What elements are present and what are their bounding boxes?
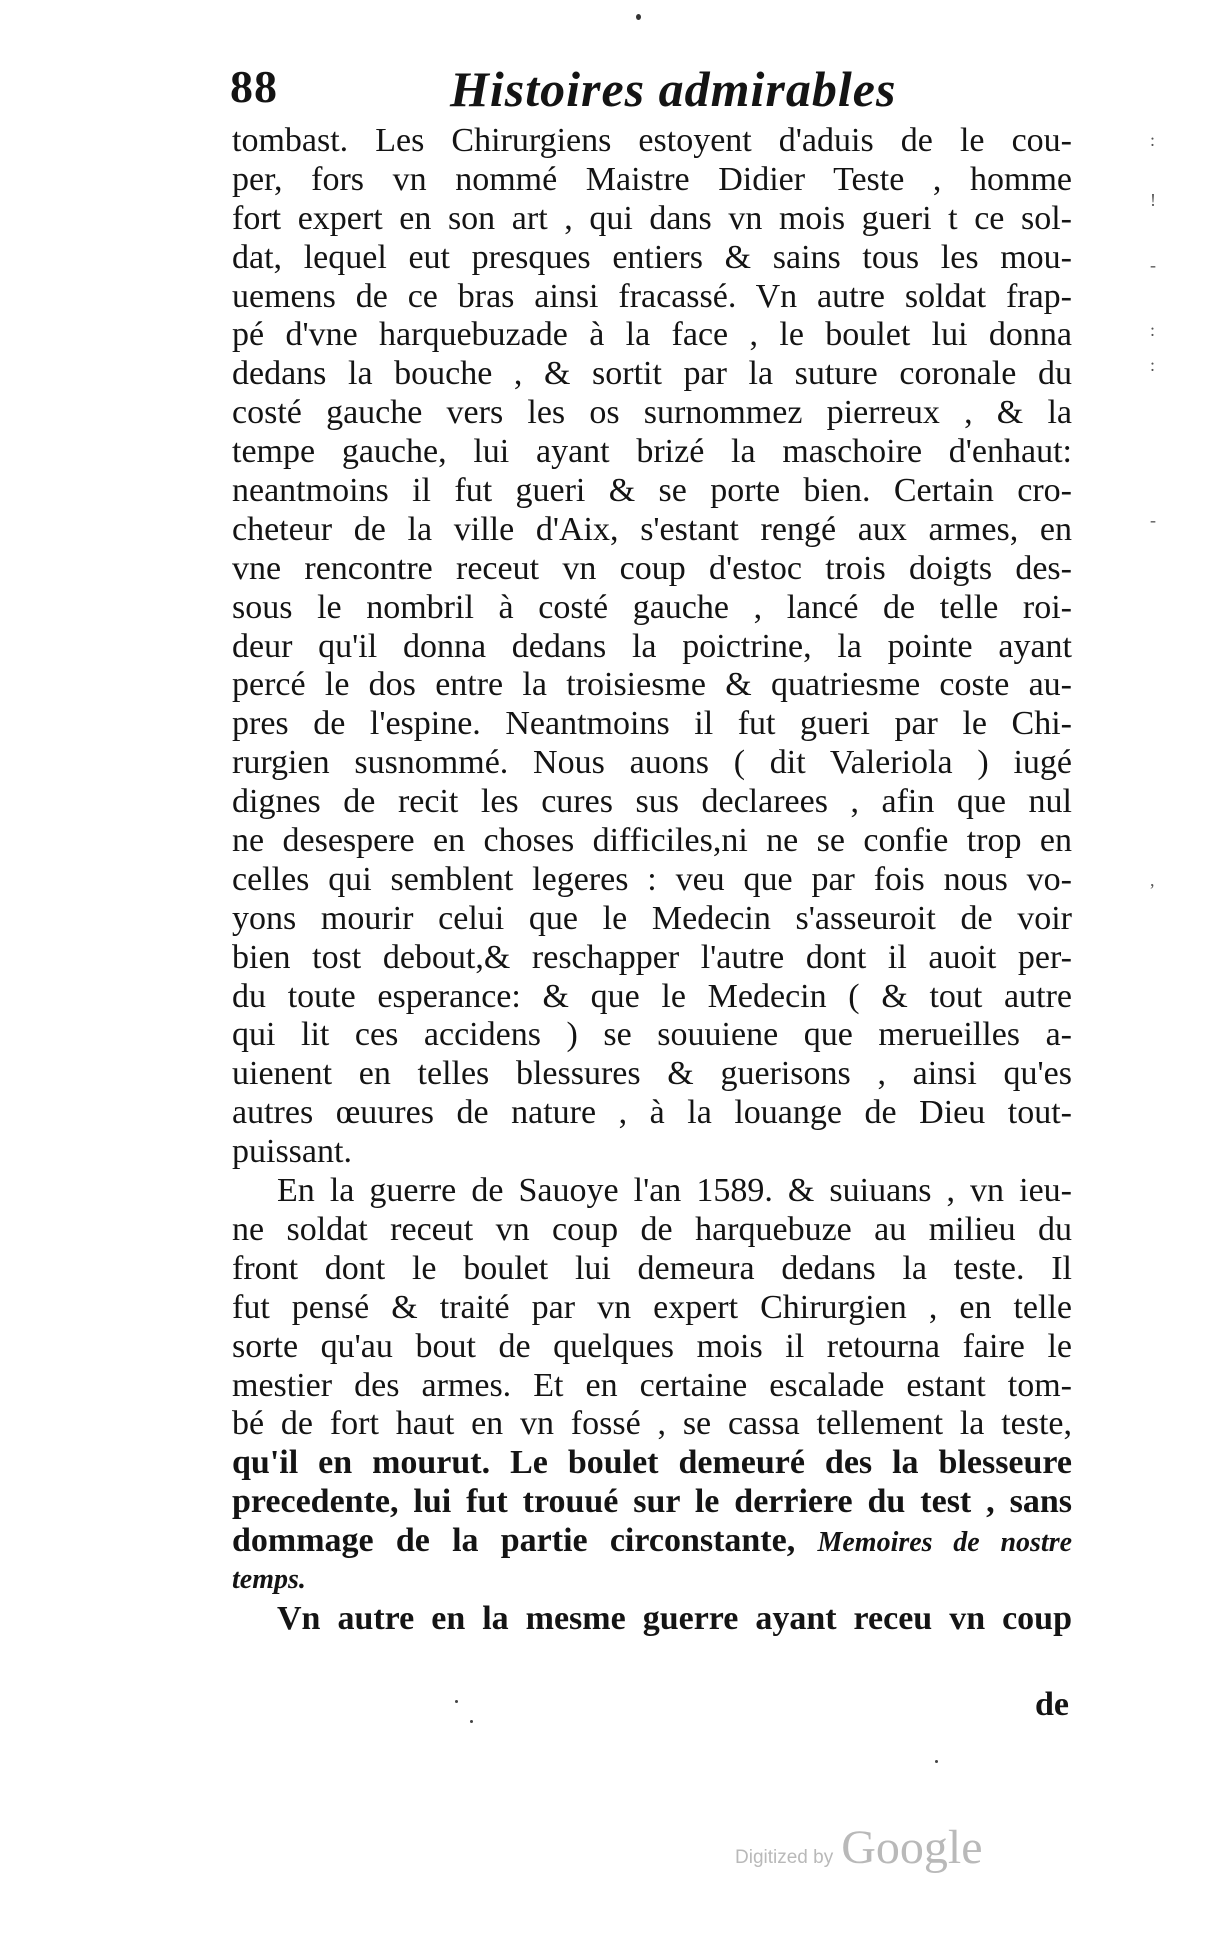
text-line: costé gauche vers les os surnommez pierreux , & la <box>232 394 1072 432</box>
text-line: deur qu'il donna dedans la poictrine, la pointe ayant <box>232 627 1072 665</box>
catchword: de <box>1035 1686 1069 1723</box>
text-line: celles qui semblent legeres : veu que par fois nous vo- <box>232 860 1072 898</box>
source-reference-continuation: temps. <box>232 1563 306 1595</box>
source-reference: Memoires de nostre <box>817 1527 1073 1559</box>
running-title: Histoires admirables <box>450 61 897 117</box>
text-line: fort expert en son art , qui dans vn mois gueri t ce sol- <box>232 199 1072 237</box>
ink-speck <box>470 1720 473 1723</box>
text-line: dat, lequel eut presques entiers & sains tous les mou- <box>232 238 1072 276</box>
digitized-label: Digitized by <box>735 1847 834 1868</box>
text-line: tempe gauche, lui ayant brizé la maschoire d'enhaut: <box>232 433 1072 471</box>
ink-speck: : <box>1150 355 1156 375</box>
text-line: bien tost debout,& reschapper l'autre dont il auoit per- <box>232 938 1072 976</box>
text-line: bé de fort haut en vn fossé , se cassa tellement la teste, <box>232 1405 1072 1443</box>
paragraph-start-line: En la guerre de Sauoye l'an 1589. & suiuans , vn ieu- <box>277 1172 1072 1210</box>
text-line: qu'il en mourut. Le boulet demeuré des la blesseure <box>232 1444 1072 1482</box>
text-line: precedente, lui fut trouué sur le derriere du test , sans <box>232 1483 1072 1521</box>
text-line: du toute esperance: & que le Medecin ( & tout autre <box>232 977 1072 1015</box>
page-edge-specks <box>1150 130 1190 1130</box>
text-line: ne soldat receut vn coup de harquebuze au milieu du <box>232 1210 1072 1248</box>
text-line: uienent en telles blessures & guerisons , ainsi qu'es <box>232 1055 1072 1093</box>
text-line: qui lit ces accidens ) se souuiene que merueilles a- <box>232 1016 1072 1054</box>
text-line: pres de l'espine. Neantmoins il fut gueri par le Chi- <box>232 705 1072 743</box>
ink-speck: : <box>1150 320 1156 340</box>
text-line: ne desespere en choses difficiles,ni ne se confie trop en <box>232 822 1072 860</box>
text-fragment: dommage de la partie circonstante, <box>232 1522 796 1560</box>
ink-speck: - <box>1150 255 1156 275</box>
text-line: neantmoins il fut gueri & se porte bien. Certain cro- <box>232 472 1072 510</box>
text-line: autres œuures de nature , à la louange de Dieu tout- <box>232 1094 1072 1132</box>
text-line: tombast. Les Chirurgiens estoyent d'aduis de le cou- <box>232 122 1072 159</box>
text-line: puissant. <box>232 1133 352 1171</box>
text-line: sous le nombril à costé gauche , lancé de telle roi- <box>232 588 1072 626</box>
text-line: per, fors vn nommé Maistre Didier Teste , homme <box>232 160 1072 198</box>
ink-speck: - <box>1150 510 1156 530</box>
ink-speck: , <box>1150 870 1155 890</box>
text-line: dedans la bouche , & sortit par la suture coronale du <box>232 355 1072 393</box>
text-line: rurgien susnommé. Nous auons ( dit Valeriola ) iugé <box>232 744 1072 782</box>
ink-speck <box>935 1760 938 1763</box>
text-line: cheteur de la ville d'Aix, s'estant rengé aux armes, en <box>232 510 1072 548</box>
text-line: pé d'vne harquebuzade à la face , le boulet lui donna <box>232 316 1072 354</box>
ink-speck <box>455 1700 458 1703</box>
text-line: uemens de ce bras ainsi fracassé. Vn autre soldat frap- <box>232 277 1072 315</box>
text-line: front dont le boulet lui demeura dedans la teste. Il <box>232 1249 1072 1287</box>
body-text <box>232 122 1072 1639</box>
digitized-watermark <box>735 1820 983 1875</box>
ink-speck <box>636 14 641 20</box>
text-line: percé le dos entre la troisiesme & quatriesme coste au- <box>232 666 1072 704</box>
text-line: dignes de recit les cures sus declarees , afin que nul <box>232 783 1072 821</box>
ink-speck: ! <box>1150 190 1156 210</box>
ink-speck: : <box>1150 130 1156 150</box>
google-logo: Google <box>841 1821 983 1874</box>
text-line-with-reference <box>232 1522 1072 1561</box>
paragraph-start-line: Vn autre en la mesme guerre ayant receu vn coup <box>277 1599 1072 1637</box>
text-line: fut pensé & traité par vn expert Chirurgien , en telle <box>232 1288 1072 1326</box>
page-number: 88 <box>230 61 278 112</box>
text-line: mestier des armes. Et en certaine escalade estant tom- <box>232 1366 1072 1404</box>
text-line: vne rencontre receut vn coup d'estoc trois doigts des- <box>232 549 1072 587</box>
text-line: sorte qu'au bout de quelques mois il retourna faire le <box>232 1327 1072 1365</box>
text-line: yons mourir celui que le Medecin s'asseuroit de voir <box>232 899 1072 937</box>
page-header <box>230 60 1080 130</box>
